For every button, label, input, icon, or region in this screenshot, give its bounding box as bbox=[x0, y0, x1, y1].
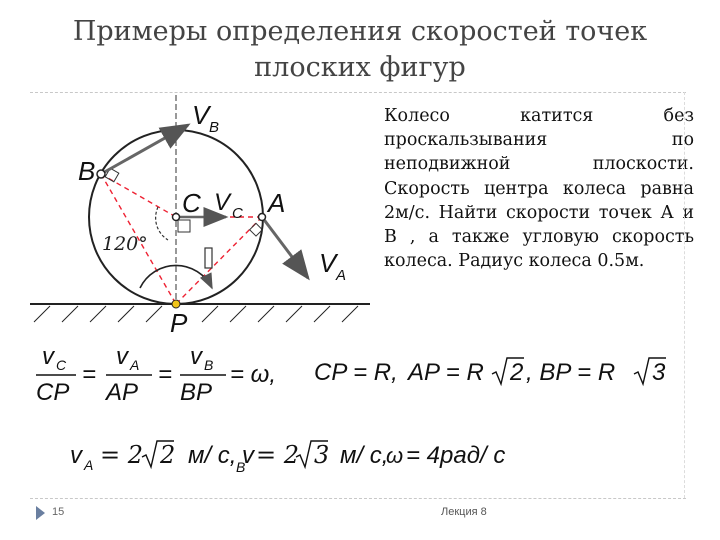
svg-text:BP: BP bbox=[180, 379, 213, 406]
label-b: B bbox=[78, 156, 96, 186]
svg-text:=: = bbox=[82, 361, 97, 388]
bottom-divider bbox=[30, 498, 686, 499]
svg-text:AP = R: AP = R bbox=[408, 359, 484, 386]
velocity-va-arrow bbox=[262, 217, 308, 278]
svg-text:, BP = R: , BP = R bbox=[526, 359, 616, 386]
page-title bbox=[60, 14, 660, 86]
svg-text:3: 3 bbox=[652, 359, 666, 386]
svg-text:2: 2 bbox=[160, 441, 176, 469]
svg-text:= 2: = 2 bbox=[100, 441, 144, 469]
svg-text:= 4рад/ с: = 4рад/ с bbox=[406, 442, 506, 469]
label-p: P bbox=[170, 308, 188, 338]
label-va: V bbox=[319, 248, 337, 278]
svg-text:= ω,: = ω, bbox=[230, 361, 277, 388]
title-line-1: Примеры определения скоростей точек bbox=[72, 16, 648, 47]
wheel-figure bbox=[0, 90, 380, 350]
svg-text:v: v bbox=[116, 343, 128, 370]
label-vb-sub: B bbox=[209, 119, 220, 136]
slide-marker-icon bbox=[36, 506, 45, 520]
svg-text:C: C bbox=[56, 357, 67, 373]
svg-text:CP: CP bbox=[36, 379, 70, 406]
label-a: A bbox=[268, 188, 286, 218]
page-number: 15 bbox=[52, 506, 65, 518]
svg-text:A: A bbox=[84, 457, 94, 473]
svg-text:2: 2 bbox=[510, 359, 524, 386]
svg-text:3: 3 bbox=[314, 441, 330, 469]
label-c: C bbox=[182, 188, 201, 218]
title-line-2: плоских фигур bbox=[254, 52, 466, 83]
svg-text:v: v bbox=[242, 442, 254, 469]
ground-hatching bbox=[34, 306, 358, 322]
label-va-sub: A bbox=[336, 267, 347, 284]
svg-text:AP: AP bbox=[106, 379, 139, 406]
svg-text:= 2: = 2 bbox=[256, 441, 300, 469]
svg-text:v: v bbox=[42, 343, 54, 370]
equation-results bbox=[60, 430, 520, 480]
velocity-vb-arrow bbox=[101, 125, 188, 174]
label-vc: V bbox=[214, 189, 231, 216]
label-vc-sub: C bbox=[232, 205, 243, 222]
svg-text:v: v bbox=[190, 343, 202, 370]
equation-ratios bbox=[30, 340, 310, 410]
svg-text:м/ с,: м/ с, bbox=[188, 442, 237, 469]
right-divider bbox=[684, 92, 685, 498]
svg-text:B: B bbox=[236, 459, 246, 475]
footer-lecture: Лекция 8 bbox=[441, 506, 487, 518]
svg-text:A: A bbox=[130, 357, 140, 373]
svg-text:м/ с,: м/ с, bbox=[340, 442, 389, 469]
svg-text:=: = bbox=[158, 361, 173, 388]
problem-statement: Колесо катится без проскальзывания по неподвижной плоскости. Скорость центра колеса равна 2м/с. Найти скорости точек А и В , а также угловую скорость колеса. Радиус колеса 0.5м. bbox=[384, 106, 694, 272]
svg-text:ω: ω bbox=[386, 443, 404, 468]
equation-distances bbox=[312, 350, 672, 390]
label-vb: V bbox=[192, 100, 210, 130]
svg-text:B: B bbox=[204, 357, 214, 373]
label-angle: 120° bbox=[102, 233, 148, 255]
svg-text:CP = R,: CP = R, bbox=[314, 359, 398, 386]
svg-text:v: v bbox=[70, 442, 82, 469]
